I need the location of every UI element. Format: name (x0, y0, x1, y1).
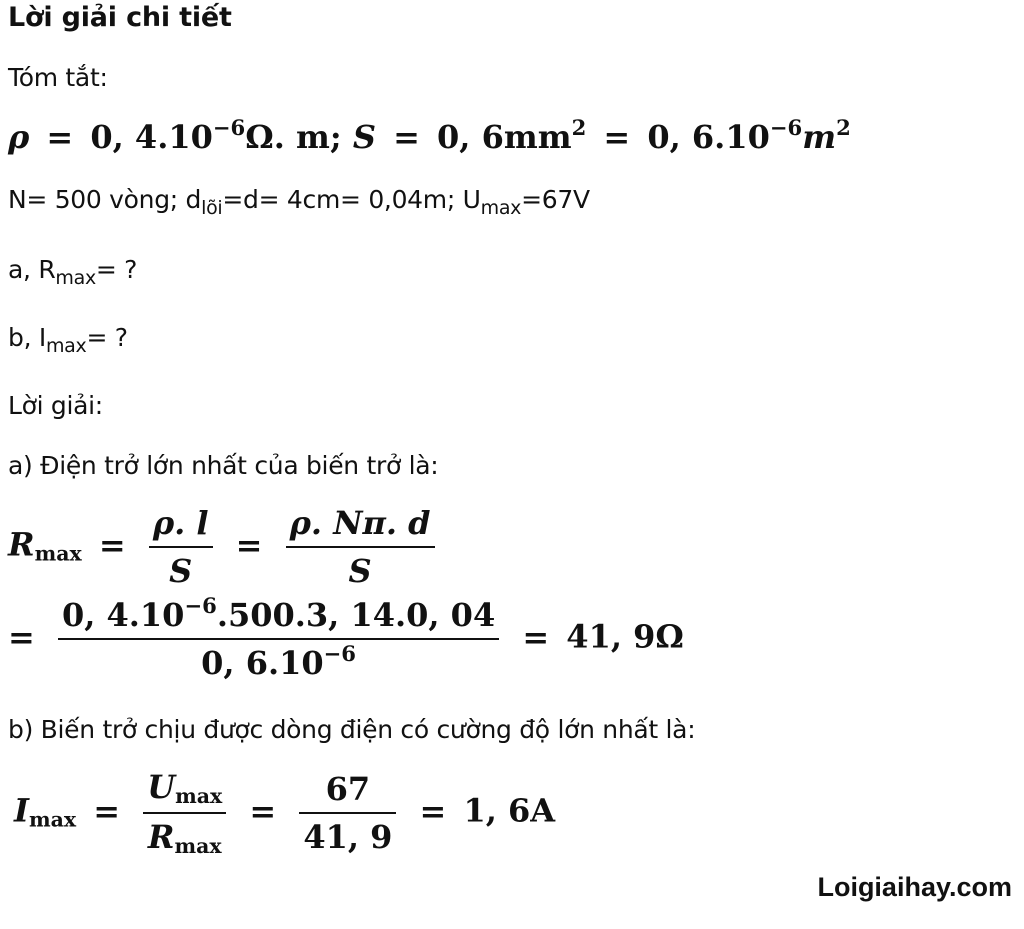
given-part1: N= 500 vòng; d (8, 185, 202, 214)
given-line (8, 184, 590, 220)
s-unit-exponent: 2 (836, 114, 851, 140)
r-den-subscript: max (174, 834, 222, 859)
i-subscript: max (28, 807, 77, 832)
calc-denominator (58, 640, 499, 682)
calc-num-a: 0, 4.10 (61, 596, 185, 634)
fraction-67-numerator: 67 (299, 770, 396, 814)
calc-den-a: 0, 6.10 (201, 644, 324, 682)
solution-label: Lời giải: (8, 391, 103, 420)
fraction-67-over-41-9 (299, 770, 396, 856)
question-a-suffix: = ? (95, 255, 138, 284)
question-b-prefix: b, I (8, 323, 46, 352)
given-formula: ρ = 0, $4.10^{-6}\Omega$. m; S = 0, $6mm^2 = 0$, $6.10^{-6}m^2$ (8, 114, 851, 156)
s-value: 0, 6mm (437, 118, 572, 156)
s-symbol: S (352, 118, 376, 156)
s-unit: m (802, 118, 837, 156)
i-symbol: I (14, 791, 29, 830)
fraction1-numerator: ρ. l (149, 504, 213, 548)
formula-r: $R_{max}$ = $\frac{\rho. l}{S}$ = $\frac{\rho. N\pi. d}{S}$ (8, 504, 441, 590)
fraction-rho-l-over-s (149, 504, 213, 590)
fraction-u-over-r (143, 768, 226, 858)
summary-label: Tóm tắt: (8, 63, 108, 92)
given-part3: =67V (521, 185, 590, 214)
calc-numerator (58, 592, 499, 640)
s-value-converted: 0, 6.10 (647, 118, 770, 156)
question-a-sub: max (55, 267, 96, 290)
u-subscript: max (175, 784, 223, 809)
brand-watermark: Loigiaihay.com (817, 872, 1012, 902)
rho-symbol: ρ (8, 118, 30, 156)
u-symbol: U (147, 768, 176, 806)
rho-exponent: −6 (212, 114, 246, 140)
question-a (8, 254, 138, 290)
calc-num-exp: −6 (184, 592, 217, 618)
fraction2-denominator: S (348, 552, 372, 590)
question-a-prefix: a, R (8, 255, 56, 284)
s-exponent-converted: −6 (769, 114, 803, 140)
fraction2-numerator: ρ. Nπ. d (286, 504, 435, 548)
question-b (8, 322, 128, 358)
r-result: 41, 9Ω (566, 617, 684, 656)
fraction-rho-npid-over-s (286, 504, 435, 590)
fraction-r-denominator (143, 814, 226, 858)
part-b-text: b) Biến trở chịu được dòng điện có cường độ lớn nhất là: (8, 715, 696, 744)
fraction-calc (58, 592, 499, 682)
given-sub2: max (480, 197, 522, 220)
question-b-suffix: = ? (86, 323, 128, 352)
calc-den-exp: −6 (323, 640, 357, 666)
r-subscript: max (34, 541, 82, 566)
i-result: 1, 6A (463, 791, 556, 830)
formula-r-calc: = $\frac{0, 4.10^{-6}.500.3, 14.0, 04}{0, 6.10^{-6}}$ = 41, 9Ω (8, 592, 684, 682)
given-part2: =d= 4cm= 0,04m; U (222, 185, 481, 214)
r-symbol: R (8, 525, 35, 564)
fraction-41-9-denominator: 41, 9 (303, 818, 393, 857)
question-b-sub: max (45, 335, 87, 358)
rho-value: 0, 4.10 (90, 118, 213, 156)
s-exponent: 2 (571, 114, 587, 140)
calc-num-b: .500.3, 14.0, 04 (216, 596, 496, 634)
r-den-symbol: R (147, 818, 175, 857)
formula-i: $I_{max}$ = $\frac{U_{max}}{R_{max}}$ = $\frac{67}{41, 9}$ = 1, 6A (14, 768, 556, 859)
given-sub1: lõi (201, 197, 223, 220)
fraction1-denominator: S (169, 552, 193, 590)
part-a-text: a) Điện trở lớn nhất của biến trở là: (8, 451, 439, 480)
page-heading: Lời giải chi tiết (8, 2, 232, 33)
rho-unit: Ω. m; (245, 118, 342, 156)
fraction-u-numerator (143, 768, 226, 814)
